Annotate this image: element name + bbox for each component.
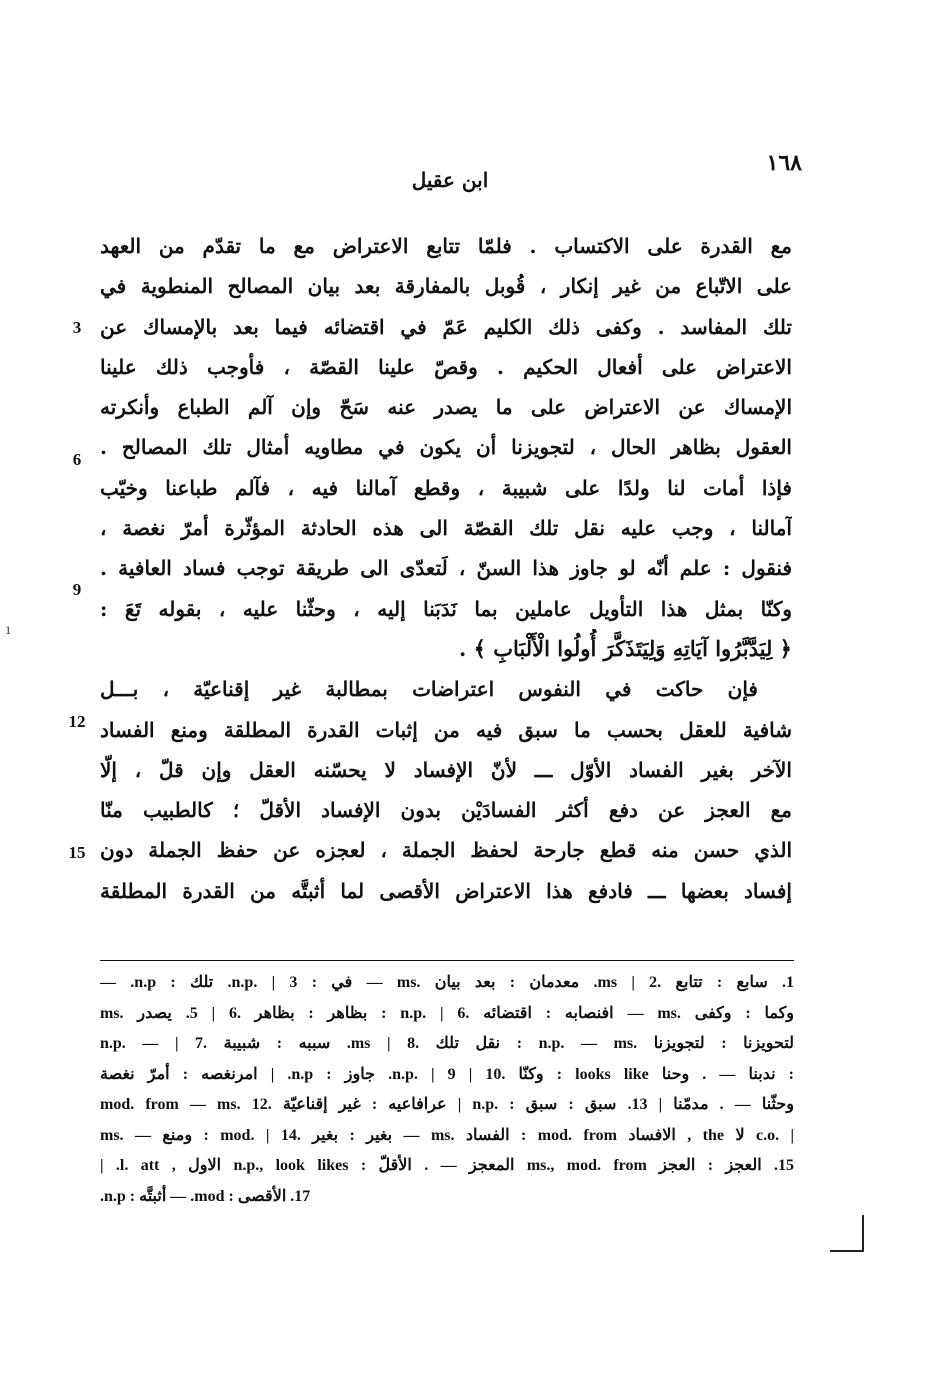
line-number: 3 xyxy=(72,318,82,337)
main-text xyxy=(100,226,792,911)
crop-mark xyxy=(830,1250,864,1252)
text-line: فإن حاكت في النفوس اعتراضات بمطالبة غير إقناعيّة ، بـــل xyxy=(100,677,758,702)
quran-verse-line: ﴿ لِيَدَّبَّرُوا آيَاتِهِ وَلِيَتَذَكَّرَ أُولُوا الْأَلْبَابِ ﴾ . xyxy=(458,635,792,661)
text-line: فنقول : علم أنّه لو جاوز هذا السنّ ، لَتعدّى الى طريقة توجب فساد العافية . xyxy=(100,556,792,581)
margin-mark: ı xyxy=(6,622,11,638)
text-line: شافية للعقل بحسب ما سبق فيه من إثبات القدرة المطلقة ومنع الفساد xyxy=(100,717,792,742)
crop-mark xyxy=(862,1215,864,1252)
footnote-line: 1. سابع : تتابع .ms | 2. معدمان : بعد بيان .ms — في : n.p. | 3. تلك : n.p. — xyxy=(100,974,794,991)
line-number: 12 xyxy=(68,712,86,731)
footnote-line: 17. الأقصى : mod. — أثبتَّه : n.p. xyxy=(100,1187,311,1205)
footnote-line: ms. — ومنع : mod. | 14. بغير : بغير — ms. الفساد : mod. from الافساد , the لا c.o. | xyxy=(100,1126,794,1144)
text-line: الاعتراض على أفعال الحكيم . وقصّ علينا القصّة ، فأوجب ذلك علينا xyxy=(100,354,792,379)
text-line: مع العجز عن دفع أكثر الفسادَيْن بدون الإفساد الأقلّ ؛ كالطبيب منّا xyxy=(100,798,792,823)
footnote-line: 15. العجز : العجز ms., mod. from المعجز — . الأقلّ : n.p., look likes الاول , l. att. | xyxy=(100,1157,794,1174)
running-title: ابن عقيل xyxy=(411,168,489,192)
footnote-divider xyxy=(100,960,794,961)
text-line: مع القدرة على الاكتساب . فلمّا تتابع الاعتراض مع ما تقدّم من العهد xyxy=(100,234,792,258)
text-line: وكنّا بمثل هذا التأويل عاملين بما نَدَبَنا إليه ، وحثّنا عليه ، بقوله تَعَ : xyxy=(100,596,792,621)
page-number: ١٦٨ xyxy=(766,150,802,176)
footnote-line: mod. from — ms. عرافاعيه : غير إقناعيّة .12 | n.p. : وحثّنا — . مدمّنا | 13. سبق : سبق xyxy=(100,1096,794,1113)
text-line: آمالنا ، وجب عليه نقل تلك القصّة الى هذه الحادثة المؤثّرة أمرّ نغصة ، xyxy=(100,516,792,541)
line-number: 9 xyxy=(72,580,82,599)
footnote-line: ms. بظاهر : بظاهر .6 | 5. يصدر : n.p. | 6. افنصابه : اقتضائه — ms. وكما : وكفى xyxy=(100,1004,794,1022)
text-line: العقول بظاهر الحال ، لتجويزنا أن يكون في مطاويه أمثال تلك المصالح . xyxy=(100,435,792,460)
text-line: الإمساك عن الاعتراض على ما يصدر عنه سَحّ وإن آلم الطباع وأنكرته xyxy=(100,395,792,420)
line-number: 6 xyxy=(72,450,82,469)
text-line: إفساد بعضها ـــ فادفع هذا الاعتراض الأقصى لما أثبتَّه من القدرة المطلقة xyxy=(100,878,792,903)
text-line: الآخر بغير الفساد الأوّل ـــ لأنّ الإفساد لا يحسّنه العقل وإن قلّ ، إلّا xyxy=(100,757,792,782)
critical-apparatus xyxy=(100,968,794,1212)
text-line: فإذا أمات لنا ولدًا على شبيبة ، وقطع آمالنا فيه ، فآلم طباعنا وخيّب xyxy=(100,475,792,500)
line-number: 15 xyxy=(68,843,86,862)
footnote-line: n.p. — | 7. سببه : شبيبة .ms | 8. نقل تلك : n.p. — ms. لتحويزنا : لتجويزنا xyxy=(100,1035,794,1052)
text-line: الذي حسن منه قطع جارحة لحفظ الجملة ، لعجزه عن حفظ الجملة دون xyxy=(100,838,792,863)
text-line: على الاتّباع من غير إنكار ، قُوبل بالمفارقة بعد بيان المصالح المنطوية في xyxy=(100,274,792,299)
text-line: تلك المفاسد . وكفى ذلك الكليم عَمّ في اقتضائه فيما بعد بالإمساك عن xyxy=(100,314,792,339)
footnote-line: : ندبنا — . وحنا looks like : وكنّا .10 | n.p. | 9. جاوز : n.p. | امرنغصه : أمرّ نغصة xyxy=(100,1065,794,1083)
